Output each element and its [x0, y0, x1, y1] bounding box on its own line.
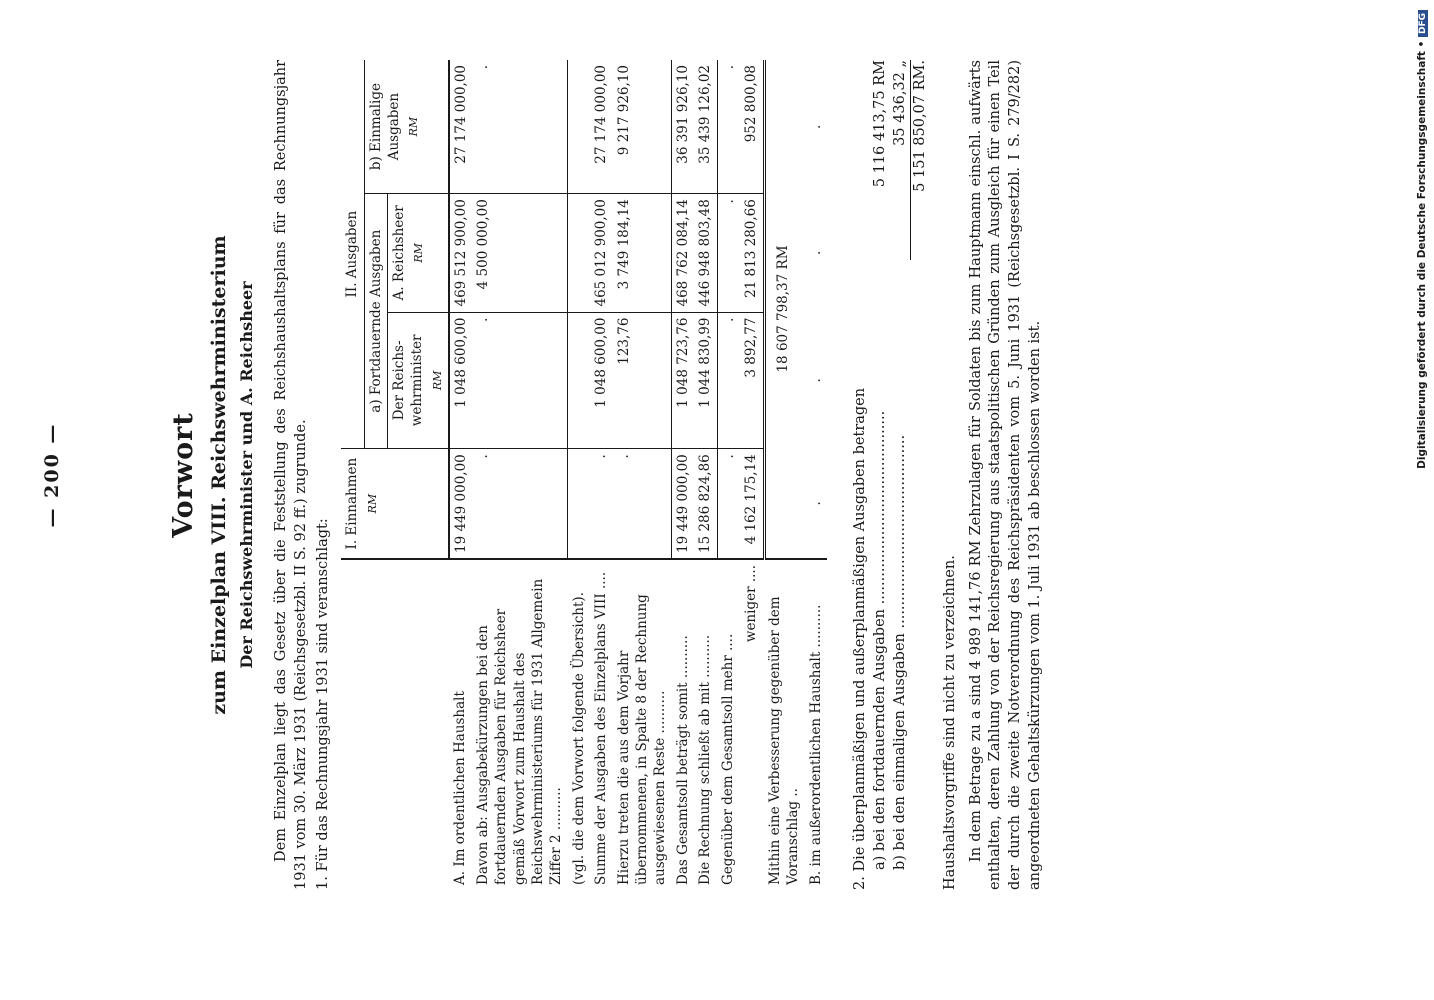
- section-2: [851, 60, 931, 890]
- cell-heer: 3 749 184,14: [613, 194, 672, 312]
- cell-einmalig: 27 174 000,00: [452, 65, 469, 164]
- cell-minister: .: [717, 312, 740, 449]
- section-2-heading: 2. Die überplanmäßigen und außerplanmäßigen Ausgaben betragen: [852, 387, 869, 890]
- row-label: Davon ab: Ausgabekürzungen bei den fortdauernden Ausgaben für Reichsheer gemäß Vorwort zum Haushalt des Reichswehrministeriums für 1931 Allgemein Ziffer 2 ..........: [472, 559, 568, 890]
- row-label: Gegenüber dem Gesamtsoll mehr ....: [717, 559, 740, 890]
- cell-einmalig: .: [720, 65, 737, 70]
- unit-label: RM: [407, 116, 421, 137]
- table-row: [740, 60, 764, 890]
- cell-minister: [568, 312, 590, 449]
- header-einmalig: [364, 60, 449, 194]
- header-ausgaben: II. Ausgaben: [341, 60, 364, 449]
- cell-minister: .: [472, 312, 568, 449]
- row-label: A. Im ordentlichen Haushalt: [449, 559, 472, 890]
- header-heer-label: A. Reichsheer: [391, 205, 407, 301]
- overplan-row-a: [871, 60, 891, 870]
- cell-heer: 468 762 084,14: [672, 194, 695, 312]
- cell-minister: 1 048 600,00: [590, 312, 612, 449]
- table-row: [672, 60, 695, 890]
- cell-einnahmen: 4 162 175,14: [740, 449, 764, 559]
- cell-einmalig: 36 391 926,10: [675, 65, 692, 164]
- cell-einnahmen: .: [472, 449, 568, 559]
- header-minister: [388, 312, 449, 449]
- point-1-heading: 1. Für das Rechnungsjahr 1931 sind veranschlagt:: [314, 518, 331, 890]
- cell-einnahmen: .: [613, 449, 672, 559]
- cell-heer: 21 813 280,66: [740, 194, 764, 312]
- cell-einnahmen: 15 286 824,86: [694, 449, 717, 559]
- cell-einnahmen: [568, 449, 590, 559]
- dfg-logo: DFG: [1418, 10, 1428, 37]
- intro-paragraph: Dem Einzelplan liegt das Gesetz über die Feststellung des Reichshaushaltsplans für das Rechnungsjahr 1931 vom 30. März 1931 (Reichsgesetzbl. II S. 92 ff.) zugrunde.: [273, 60, 309, 890]
- header-minister-label: Der Reichs- wehrminister: [391, 334, 426, 427]
- table-header-blank: [341, 559, 448, 890]
- cell-heer: 465 012 900,00: [590, 194, 612, 312]
- unit-label: RM: [430, 370, 444, 391]
- row-label: Summe der Ausgaben des Einzelplans VIII ....: [590, 559, 612, 890]
- header-einnahmen-label: I. Einnahmen: [344, 457, 361, 550]
- header-einmalig-label: b) Einmalige Ausgaben: [367, 82, 402, 171]
- cell-heer: .: [807, 250, 824, 255]
- table-row: [472, 60, 568, 890]
- overplan-total: 5 151 850,07 RM.: [910, 60, 931, 260]
- row-label: weniger ....: [740, 559, 764, 890]
- page-subtitle: zum Einzelplan VIII. Reichswehrministerium: [207, 235, 230, 715]
- overplan-b-label: b) bei den einmaligen Ausgaben ..........................................: [891, 434, 908, 870]
- header-heer: [388, 194, 449, 312]
- table-row: [613, 60, 672, 890]
- cell-einnahmen: .: [590, 449, 612, 559]
- unit-label: RM: [412, 243, 426, 263]
- row-label: Das Gesamtsoll beträgt somit ..........: [672, 559, 695, 890]
- table-row-ausserordentlich: [805, 60, 827, 890]
- budget-table: [341, 60, 827, 890]
- page-subtitle-2: Der Reichswehrminister und A. Reichsheer: [237, 281, 257, 669]
- table-row: [717, 60, 740, 890]
- row-label: Mithin eine Verbesserung gegenüber dem Voranschlag ..: [764, 559, 805, 890]
- cell-einmalig: 27 174 000,00: [593, 65, 610, 164]
- page-number: — 200 —: [41, 422, 63, 528]
- table-row-verbesserung: [764, 60, 805, 890]
- cell-einnahmen: 19 449 000,00: [672, 449, 695, 559]
- cell-minister: 1 048 600,00: [449, 312, 472, 449]
- cell-einmalig: 952 800,08: [740, 60, 764, 194]
- digitization-credit: [1416, 0, 1434, 1000]
- cell-einmalig: .: [472, 60, 568, 194]
- page-content: [40, 60, 1046, 890]
- overplan-a-value: 5 116 413,75 RM: [871, 60, 888, 188]
- table-row: [590, 60, 612, 890]
- cell-einnahmen: .: [717, 449, 740, 559]
- overplan-a-label: a) bei den fortdauernden Ausgaben ..........................................: [871, 410, 888, 870]
- cell-einmalig: [568, 60, 590, 194]
- cell-heer: 4 500 000,00: [472, 194, 568, 312]
- cell-heer: [568, 194, 590, 312]
- page-title: Vorwort: [167, 412, 199, 538]
- credit-text: Digitalisierung gefördert durch die Deutsche Forschungsgemeinschaft •: [1416, 40, 1428, 469]
- footnote-paragraph: In dem Betrage zu a sind 4 989 141,76 RM Zehrzulagen für Soldaten bis zum Hauptmann einschl. aufwärts enthalten, deren Zahlung von der Reichsregierung aus staatspolitischen Gründen zum Ausgleich für einen Teil der durch die zweite Notverordnung des Reichspräsidenten vom 5. Juni 1931 (Reichsgesetzbl. I S. 279/282) angeordneten Gehaltskürzungen vom 1. Juli 1931 ab beschlossen worden ist.: [967, 60, 1043, 890]
- haushaltsvorgriffe-note: Haushaltsvorgriffe sind nicht zu verzeichnen.: [942, 555, 959, 890]
- table-row: [449, 60, 472, 890]
- cell-minister: 1 048 723,76: [672, 312, 695, 449]
- verbesserung-value: 18 607 798,37 RM: [774, 245, 791, 373]
- row-label: B. im außerordentlichen Haushalt ..........: [805, 559, 827, 890]
- cell-heer: 446 948 803,48: [694, 194, 717, 312]
- cell-einmalig: 35 439 126,02: [694, 60, 717, 194]
- row-label: Hierzu treten die aus dem Vorjahr übernommenen, in Spalte 8 der Rechnung ausgewiesenen Reste ..........: [613, 559, 672, 890]
- cell-minister: 123,76: [613, 312, 672, 449]
- header-fortdauernd: a) Fortdauernde Ausgaben: [364, 194, 387, 449]
- cell-einnahmen: .: [807, 501, 824, 506]
- row-label: (vgl. die dem Vorwort folgende Übersicht).: [568, 559, 590, 890]
- overplan-row-b: [891, 60, 911, 870]
- table-row: [568, 60, 590, 890]
- table-row: [694, 60, 717, 890]
- cell-heer: 469 512 900,00: [449, 194, 472, 312]
- cell-minister: .: [807, 378, 824, 383]
- cell-minister: 3 892,77: [740, 312, 764, 449]
- cell-einnahmen: 19 449 000,00: [449, 449, 472, 559]
- unit-label: RM: [365, 493, 379, 514]
- cell-einmalig: 9 217 926,10: [613, 60, 672, 194]
- row-label: Die Rechnung schließt ab mit ..........: [694, 559, 717, 890]
- cell-einmalig: .: [807, 124, 824, 129]
- cell-heer: .: [717, 194, 740, 312]
- cell-minister: 1 044 830,99: [694, 312, 717, 449]
- header-einnahmen: [341, 449, 448, 559]
- overplan-b-value: 35 436,32 „: [891, 60, 908, 146]
